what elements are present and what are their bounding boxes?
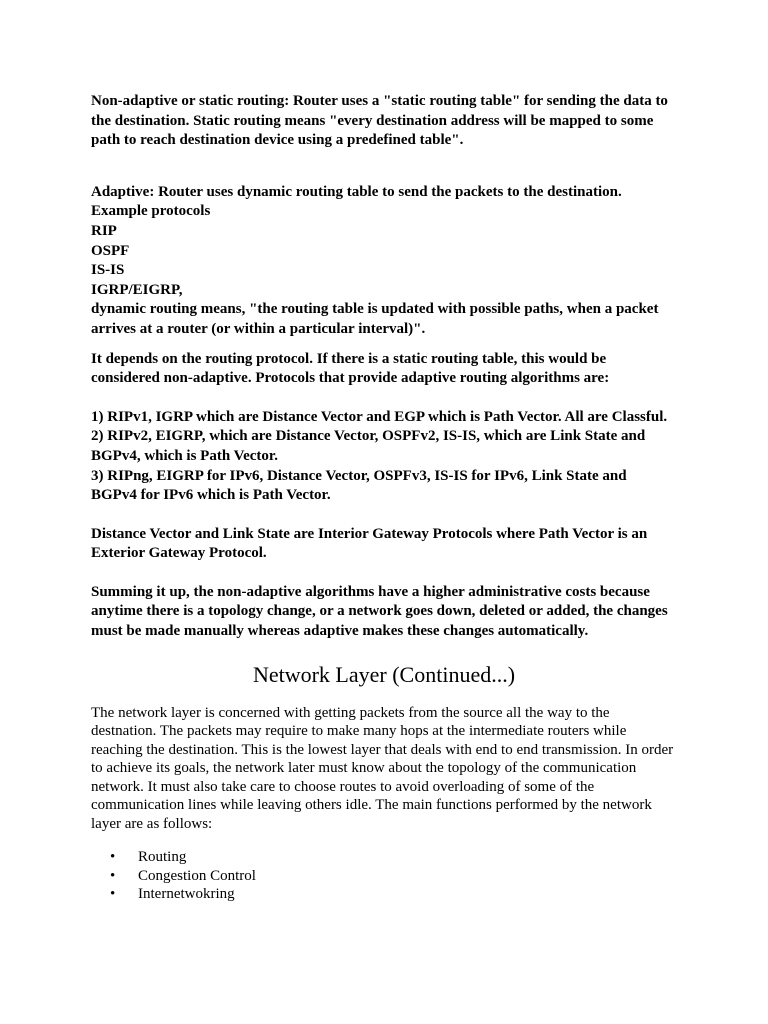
list-item (91, 867, 691, 886)
text-line: to achieve its goals, the network later must know about the topology of the communication (91, 760, 637, 777)
static-routing-paragraph (91, 92, 691, 151)
text-line: It depends on the routing protocol. If there is a static routing table, this would be (91, 350, 607, 367)
text-line: OSPF (91, 242, 130, 259)
text-line: 3) RIPng, EIGRP for IPv6, Distance Vector, OSPFv3, IS-IS for IPv6, Link State and (91, 467, 627, 484)
text-line: path to reach destination device using a predefined table". (91, 132, 464, 149)
text-line: destnation. The packets may require to make many hops at the intermediate routers while (91, 723, 627, 740)
text-line: communication lines while leaving others idle. The main functions performed by the network (91, 797, 652, 814)
text-line: reaching the destination. This is the lowest layer that deals with end to end transmission. In order (91, 741, 674, 758)
text-line: layer are as follows: (91, 815, 213, 832)
text-line: must be made manually whereas adaptive makes these changes automatically. (91, 623, 589, 640)
text-line: dynamic routing means, "the routing table is updated with possible paths, when a packet (91, 301, 659, 318)
text-line: RIP (91, 222, 117, 239)
text-line: Summing it up, the non-adaptive algorithms have a higher administrative costs because (91, 583, 650, 600)
gateway-paragraph (91, 525, 691, 564)
section-heading: Network Layer (Continued...) (252, 661, 516, 687)
list-item-label: Routing (138, 849, 187, 866)
text-line: BGPv4, which is Path Vector. (91, 447, 278, 464)
document-page (91, 92, 691, 904)
adaptive-routing-paragraph (91, 183, 691, 340)
text-line: Exterior Gateway Protocol. (91, 545, 267, 562)
bullet-icon: • (110, 886, 116, 903)
summary-paragraph (91, 583, 691, 642)
list-item (91, 885, 691, 904)
text-line: arrives at a router (or within a particular interval)". (91, 320, 426, 337)
text-line: Non-adaptive or static routing: Router uses a "static routing table" for sending the data to (91, 93, 668, 109)
bullet-icon: • (110, 849, 116, 866)
protocol-list-paragraph (91, 408, 691, 506)
text-line: Example protocols (91, 203, 211, 220)
text-line: Distance Vector and Link State are Interior Gateway Protocols where Path Vector is an (91, 525, 648, 542)
text-line: considered non-adaptive. Protocols that provide adaptive routing algorithms are: (91, 370, 610, 387)
text-line: The network layer is concerned with getting packets from the source all the way to the (91, 704, 610, 721)
list-item (91, 848, 691, 867)
list-item-label: Internetwokring (138, 886, 235, 903)
routing-protocol-paragraph (91, 350, 691, 389)
text-line: 2) RIPv2, EIGRP, which are Distance Vector, OSPFv2, IS-IS, which are Link State and (91, 428, 646, 445)
functions-list (91, 848, 691, 904)
text-line: IS-IS (91, 262, 125, 279)
bullet-icon: • (110, 867, 116, 884)
network-layer-paragraph (91, 704, 691, 834)
text-line: anytime there is a topology change, or a network goes down, deleted or added, the changes (91, 603, 668, 620)
list-item-label: Congestion Control (138, 867, 256, 884)
text-line: 1) RIPv1, IGRP which are Distance Vector and EGP which is Path Vector. All are Classful. (91, 408, 668, 425)
text-line: IGRP/EIGRP, (91, 281, 183, 298)
text-line: Adaptive: Router uses dynamic routing table to send the packets to the destination. (91, 183, 622, 200)
text-line: the destination. Static routing means "every destination address will be mapped to some (91, 112, 654, 129)
text-line: network. It must also take care to choose routes to avoid overloading of some of the (91, 778, 595, 795)
text-line: BGPv4 for IPv6 which is Path Vector. (91, 487, 331, 504)
